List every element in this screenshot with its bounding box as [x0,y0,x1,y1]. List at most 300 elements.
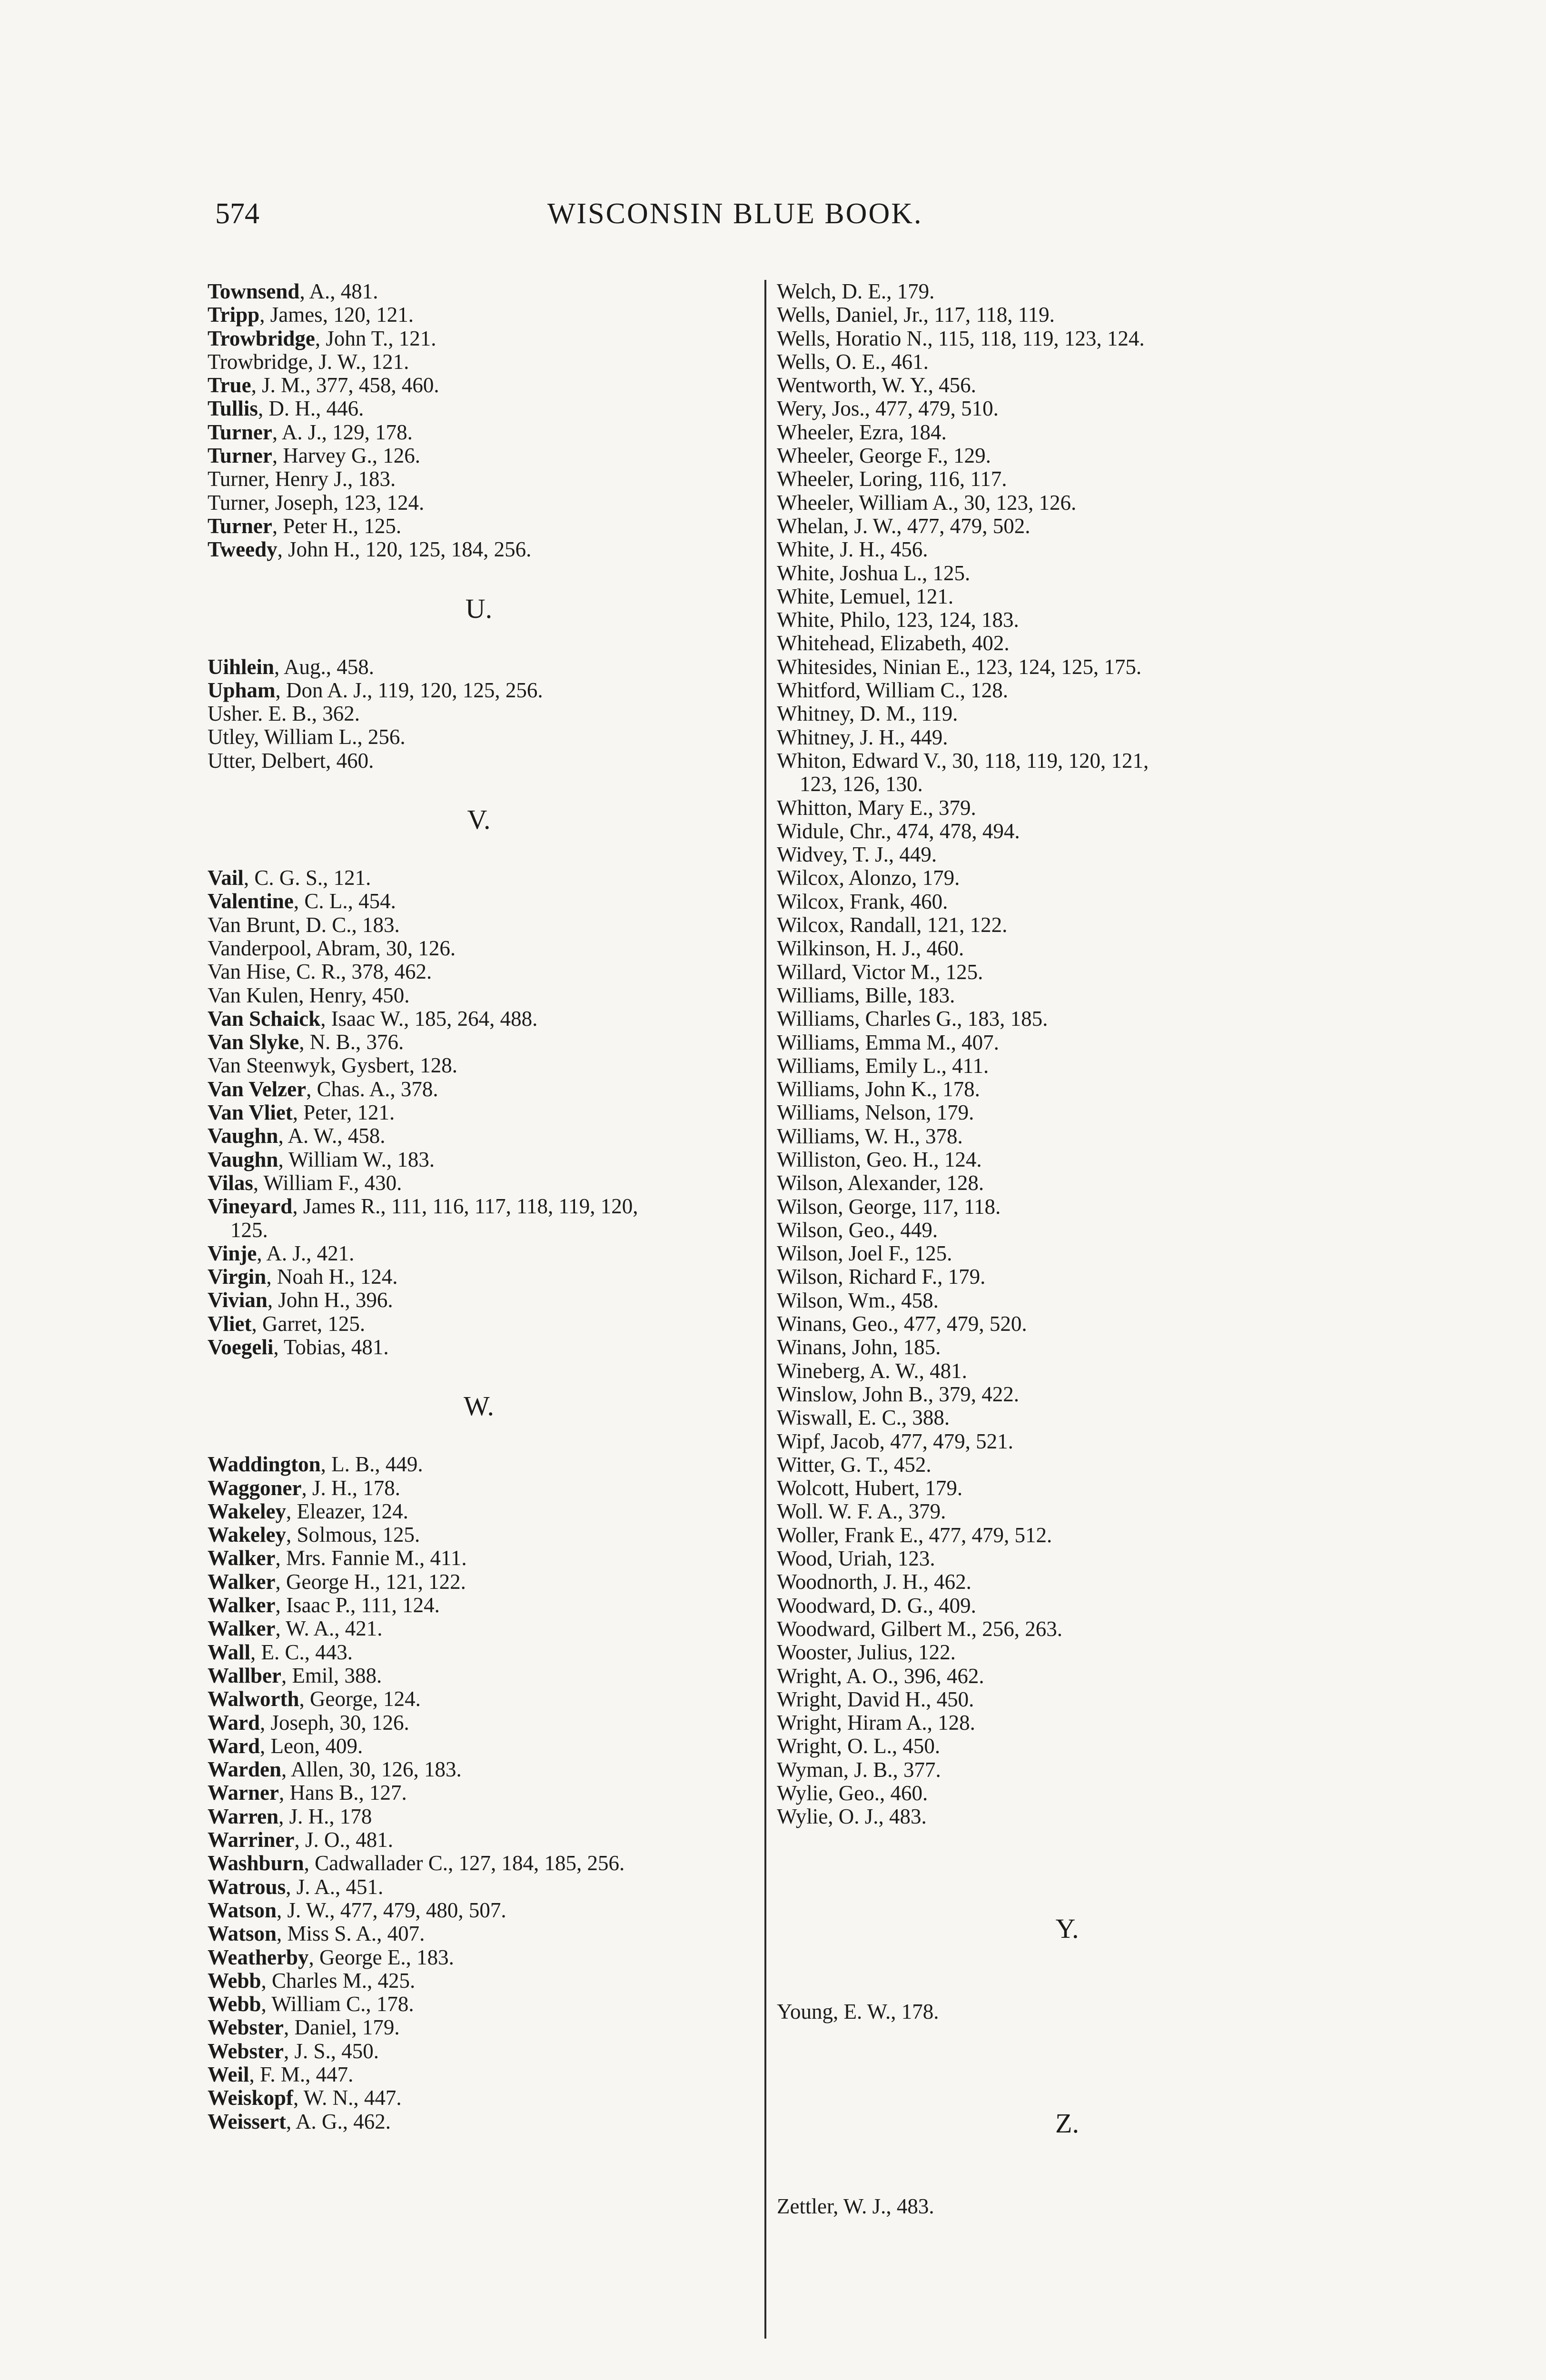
letter-heading: V. [467,804,491,835]
entry-details: , Miss S. A., 407. [277,1922,425,1946]
entry-details: , George F., 129. [848,444,991,468]
index-entry [208,937,750,960]
entry-surname: Williams [777,1030,855,1054]
entry-surname: Webb [208,1968,261,1993]
entry-surname: Woodnorth [777,1570,873,1594]
entry-surname: Welch [777,279,831,303]
letter-heading: U. [465,593,493,624]
index-entry [208,1171,750,1195]
index-entry [777,421,1358,444]
entry-surname: Wells [777,326,825,350]
left-index-column [208,280,750,2133]
entry-details: , John H., 120, 125, 184, 256. [277,537,532,562]
entry-surname: Witter [777,1452,830,1477]
entry-details: , William L., 256. [254,725,406,749]
index-entry [208,1031,750,1054]
index-entry [777,1406,1358,1429]
entry-details: , E. W., 178. [833,1999,939,2023]
entry-surname: Winslow [777,1382,852,1406]
entry-details: , Gysbert, 128. [330,1053,457,1078]
entry-details: , Harvey G., 126. [272,444,421,468]
entry-surname: Van Schaick [208,1006,321,1031]
entry-details: , Hans B., 127. [278,1781,407,1805]
index-entry [208,890,750,913]
entry-details: , Randall, 121, 122. [839,913,1008,937]
index-entry [208,1500,750,1523]
index-entry [777,562,1358,585]
entry-surname: Williams [777,1101,855,1125]
entry-surname: Van Vliet [208,1101,293,1125]
index-entry [208,515,750,538]
entry-details: , Julius, 122. [847,1640,956,1665]
index-entry [208,1664,750,1687]
entry-details: , Joel F., 125. [838,1241,952,1266]
index-entry [208,1547,750,1570]
index-entry [777,1148,1358,1171]
entry-details: , Geo., 477, 479, 520. [841,1312,1027,1336]
entry-surname: Williams [777,983,855,1007]
entry-surname: Van Slyke [208,1030,299,1054]
entry-details: , D. C., 183. [295,912,400,937]
entry-details: , Peter, 121. [292,1101,395,1125]
entry-details: , William W., 183. [278,1147,435,1171]
index-entry [208,2063,750,2086]
entry-surname: Waggoner [208,1476,302,1500]
letter-heading: Z. [1055,2107,1079,2139]
entry-surname: Woodward [777,1616,871,1641]
entry-details: , H. J., 460. [865,936,964,961]
index-entry [777,1265,1358,1289]
entry-surname: Turner [208,420,272,444]
entry-surname: Webster [208,2039,284,2063]
index-entry [208,1312,750,1336]
entry-details: , J. W., 477, 479, 502. [843,514,1031,538]
entry-surname: Wentworth [777,373,872,397]
entry-surname: Valentine [208,889,294,913]
index-entry [777,866,1358,890]
entry-surname: Williams [777,1124,855,1148]
entry-surname: Wilcox [777,889,839,913]
index-entry [208,1899,750,1922]
index-entry [208,1852,750,1875]
entry-details: , Geo., 460. [828,1781,928,1805]
letter-heading: W. [464,1390,494,1422]
entry-surname: White [777,561,829,585]
index-entry [777,1594,1358,1617]
index-entry [208,866,750,890]
entry-surname: Zettler [777,2194,833,2218]
entry-details: , A. W., 458. [278,1124,386,1148]
entry-details: , F. M., 447. [249,2063,354,2086]
entry-surname: Widule [777,819,839,843]
entry-details: , A. O., 396, 462. [836,1664,984,1688]
index-entry [208,491,750,515]
entry-details: , Charles G., 183, 185. [854,1007,1048,1031]
entry-surname: Vinje [208,1241,257,1265]
index-entry [777,1782,1358,1805]
entry-surname: Whitney [777,702,850,726]
entry-surname: Warner [208,1781,279,1805]
index-entry [208,1101,750,1124]
index-entry [208,1641,750,1664]
index-entry [208,1781,750,1805]
entry-surname: Woll [777,1499,818,1524]
entry-surname: Wilson [777,1241,838,1266]
entry-surname: Van Brunt [208,912,295,937]
index-entry [208,280,750,303]
entry-surname: Ward [208,1734,260,1758]
entry-surname: Watson [208,1922,277,1946]
index-entry [208,1687,750,1711]
index-entry [208,1570,750,1594]
entry-details: , Lemuel, 121. [829,584,954,608]
entry-details: , Joseph, 123, 124. [264,490,425,515]
entry-details: , Geo., 449. [838,1218,938,1242]
index-entry [208,327,750,350]
entry-details: , Alexander, 128. [838,1171,984,1195]
index-entry [208,1711,750,1735]
index-entry [208,1993,750,2016]
entry-surname: Winans [777,1335,842,1359]
entry-details: , William F., 430. [253,1170,402,1195]
entry-surname: Ward [208,1710,260,1735]
index-entry [777,515,1358,538]
entry-surname: Trowbridge [208,349,308,374]
entry-surname: White [777,608,829,632]
index-entry [777,890,1358,913]
entry-surname: Vilas [208,1170,253,1195]
entry-details: , John, 185. [841,1335,941,1359]
entry-details: , Henry J., 183. [264,467,396,491]
entry-surname: Weissert [208,2109,286,2133]
index-entry [208,538,750,561]
index-entry [777,1289,1358,1312]
entry-surname: White [777,584,829,608]
index-entry [777,1007,1358,1031]
index-entry [777,538,1358,561]
entry-surname: Wilcox [777,913,839,937]
entry-details: , Peter H., 125. [272,514,402,538]
index-entry [208,1265,750,1289]
entry-surname: Wiswall [777,1406,848,1430]
index-entry [777,1500,1358,1523]
index-entry [208,444,750,467]
index-entry [777,608,1358,632]
entry-surname: Vineyard [208,1194,293,1219]
entry-surname: Williams [777,1053,855,1078]
entry-details: , A. W., 481. [860,1359,967,1383]
entry-surname: Williston [777,1147,856,1171]
entry-details: , Geo. H., 124. [855,1147,982,1171]
index-entry [777,1641,1358,1664]
index-entry [777,1547,1358,1570]
entry-surname: Utter [208,748,251,773]
entry-surname: Whitehead [777,631,870,655]
entry-surname: Whiton [777,748,841,773]
index-entry [777,467,1358,491]
index-entry [208,655,750,679]
index-entry [208,1124,750,1148]
index-entry [208,1875,750,1899]
entry-details: , John T., 121. [315,326,436,350]
entry-details: , George, 124. [299,1687,421,1711]
entry-surname: Wright [777,1734,837,1758]
column-divider [764,280,766,2339]
index-entry [777,820,1358,843]
entry-details: , A., 481. [299,279,378,303]
index-entry [777,350,1358,374]
entry-details: . W. F. A., 379. [818,1499,946,1524]
entry-details: , Joseph, 30, 126. [260,1710,409,1735]
entry-surname: Vaughn [208,1147,278,1171]
index-entry [208,1289,750,1312]
index-entry [777,1336,1358,1359]
entry-details: , George, 117, 118. [838,1194,1001,1219]
entry-surname: Widvey [777,843,842,867]
entry-surname: Wakeley [208,1499,286,1523]
entry-surname: Utley [208,725,254,749]
section-gap [777,1829,1358,1857]
entry-details: , J. H., 178. [301,1476,401,1500]
entry-details: , John K., 178. [854,1077,980,1101]
entry-details: , D. M., 119. [849,702,958,726]
entry-details: , Uriah, 123. [827,1547,935,1571]
index-entry [777,984,1358,1007]
entry-surname: Wooster [777,1640,847,1665]
index-entry [208,1946,750,1969]
index-entry [777,1524,1358,1547]
running-head: WISCONSIN BLUE BOOK. [547,198,923,230]
index-entry [777,726,1358,749]
entry-details: , John H., 396. [267,1288,393,1312]
entry-details: , Chr., 474, 478, 494. [839,819,1020,843]
entry-details: , Ninian E., 123, 124, 125, 175. [872,654,1142,679]
entry-surname: Tripp [208,303,260,327]
index-entry [208,350,750,374]
entry-surname: Williams [777,1077,855,1101]
index-entry [777,585,1358,608]
entry-details: , Noah H., 124. [266,1265,398,1289]
index-entry [777,1430,1358,1453]
entry-details: , W. J., 483. [833,2194,934,2218]
entry-details: , O. L., 450. [836,1734,941,1758]
entry-surname: Whitford [777,678,855,703]
entry-surname: Van Velzer [208,1077,307,1101]
right-index-column [777,280,1358,2218]
entry-surname: Turner [208,444,272,468]
entry-details: , Frank E., 477, 479, 512. [833,1523,1052,1547]
index-entry [208,1922,750,1945]
entry-details: , Bille, 183. [854,983,955,1007]
index-entry [777,374,1358,397]
index-entry [777,1665,1358,1688]
entry-surname: Wright [777,1711,837,1735]
letter-heading: Y. [1055,1913,1079,1944]
index-entry [777,1711,1358,1735]
index-entry [777,1383,1358,1406]
entry-details: , James, 120, 121. [259,303,414,327]
entry-surname: Wilcox [777,866,839,890]
index-entry [777,937,1358,960]
entry-surname: Walker [208,1616,276,1641]
entry-surname: Vliet [208,1311,252,1336]
entry-details: , Richard F., 179. [838,1265,986,1289]
entry-surname: Williams [777,1007,855,1031]
index-entry [208,702,750,725]
entry-details: , Frank, 460. [839,889,948,913]
entry-details: , J. W., 477, 479, 480, 507. [277,1898,506,1922]
entry-surname: Uihlein [208,654,275,679]
entry-details: , Aug., 458. [274,654,375,679]
entry-surname: Wilson [777,1265,838,1289]
index-entry [777,655,1358,679]
entry-surname: Whitney [777,725,850,749]
index-entry [208,1735,750,1758]
entry-details: , Hubert, 179. [844,1476,963,1500]
entry-details: , J. S., 450. [283,2039,379,2063]
entry-details: , Emma M., 407. [854,1030,999,1054]
entry-details: , Leon, 409. [260,1734,363,1758]
entry-details: , W. A., 421. [275,1616,383,1641]
index-entry [777,702,1358,725]
entry-surname: Woller [777,1523,834,1547]
index-entry [777,961,1358,984]
index-entry [208,467,750,491]
index-entry [777,1758,1358,1782]
index-entry [777,1359,1358,1383]
page-number: 574 [215,198,259,230]
index-entry [208,1523,750,1547]
entry-details: , C. L., 454. [293,889,396,913]
entry-details: , G. T., 452. [830,1452,932,1477]
entry-surname: Wells [777,349,825,374]
index-entry [208,960,750,983]
index-entry [777,1078,1358,1101]
entry-details: , Garret, 125. [251,1311,366,1336]
entry-surname: Vanderpool [208,936,307,960]
entry-surname: Vivian [208,1288,268,1312]
index-entry-continuation: 125. [230,1218,268,1242]
entry-details: , E. C., 443. [250,1640,353,1664]
entry-details: , Mary E., 379. [847,795,976,820]
entry-surname: True [208,373,251,397]
entry-surname: Wineberg [777,1359,860,1383]
entry-surname: Vaughn [208,1124,278,1148]
index-entry [208,1078,750,1101]
entry-details: , J. A., 451. [286,1874,384,1899]
entry-details: , D. G., 409. [870,1593,976,1617]
entry-surname: Whitesides [777,654,872,679]
entry-surname: Wright [777,1664,837,1688]
index-entry [208,1617,750,1640]
index-entry [777,1101,1358,1124]
entry-details: , George E., 183. [308,1945,454,1969]
entry-surname: Waddington [208,1452,321,1477]
entry-details: , Chas. A., 378. [306,1077,438,1101]
entry-details: , Don A. J., 119, 120, 125, 256. [275,678,543,702]
entry-details: , Henry, 450. [298,983,410,1007]
index-entry [208,2040,750,2063]
index-entry [777,303,1358,327]
entry-details: , Daniel, Jr., 117, 118, 119. [825,303,1055,327]
entry-details: , J. O., 481. [294,1828,393,1852]
entry-surname: Usher [208,702,258,726]
entry-details: , Delbert, 460. [250,748,374,773]
entry-surname: Walker [208,1569,276,1594]
entry-details: . E. B., 362. [258,702,360,726]
entry-details: , A. G., 462. [286,2109,391,2133]
index-entry [777,913,1358,937]
index-entry [777,1570,1358,1594]
index-entry [777,1477,1358,1500]
entry-details: , George H., 121, 122. [275,1569,466,1594]
entry-surname: Winans [777,1312,842,1336]
entry-surname: Voegeli [208,1335,274,1359]
index-entry [208,1195,750,1218]
entry-details: , J. H., 462. [872,1570,971,1594]
entry-surname: Wilkinson [777,936,865,961]
entry-surname: Warren [208,1804,279,1828]
entry-details: , Loring, 116, 117. [848,467,1007,491]
entry-surname: Tullis [208,397,258,421]
entry-details: , Jacob, 477, 479, 521. [820,1429,1013,1453]
entry-details: , J. W., 121. [307,349,409,374]
entry-details: , N. B., 376. [299,1030,404,1054]
entry-surname: Wallber [208,1663,281,1687]
entry-surname: Wright [777,1687,837,1711]
entry-details: , D. E., 179. [831,279,935,303]
index-entry [777,796,1358,820]
entry-details: , Joshua L., 125. [829,561,971,585]
entry-details: , W. H., 378. [854,1124,963,1148]
index-entry [777,1242,1358,1265]
section-gap [777,2023,1358,2052]
entry-surname: Tweedy [208,537,277,562]
entry-surname: Weiskopf [208,2086,294,2110]
entry-surname: Weatherby [208,1945,309,1969]
index-entry [208,913,750,937]
entry-details: , Allen, 30, 126, 183. [281,1757,462,1782]
entry-details: , Tobias, 481. [273,1335,389,1359]
index-entry [777,843,1358,866]
index-entry [208,421,750,444]
index-entry [208,2110,750,2133]
entry-details: , Emily L., 411. [854,1053,989,1078]
entry-surname: Woodward [777,1593,871,1617]
entry-surname: Virgin [208,1265,267,1289]
entry-surname: Van Hise [208,960,286,984]
index-entry [777,2000,1358,2023]
index-entry [208,397,750,420]
entry-details: , Elizabeth, 402. [869,631,1010,655]
entry-surname: Wheeler [777,420,849,444]
entry-surname: Wylie [777,1805,828,1829]
index-entry [208,679,750,702]
index-entry [777,327,1358,350]
index-entry [208,1828,750,1852]
entry-surname: Warriner [208,1828,295,1852]
entry-surname: Wilson [777,1171,838,1195]
entry-details: , John B., 379, 422. [852,1382,1020,1406]
entry-surname: Webb [208,1992,261,2016]
entry-details: , A. J., 129, 178. [272,420,413,444]
index-entry [208,1594,750,1617]
entry-details: , J. M., 377, 458, 460. [251,373,439,397]
index-entry [777,1312,1358,1336]
entry-details: , D. H., 446. [258,397,364,421]
entry-details: , O. E., 461. [825,349,929,374]
entry-details: , Jos., 477, 479, 510. [821,397,999,421]
